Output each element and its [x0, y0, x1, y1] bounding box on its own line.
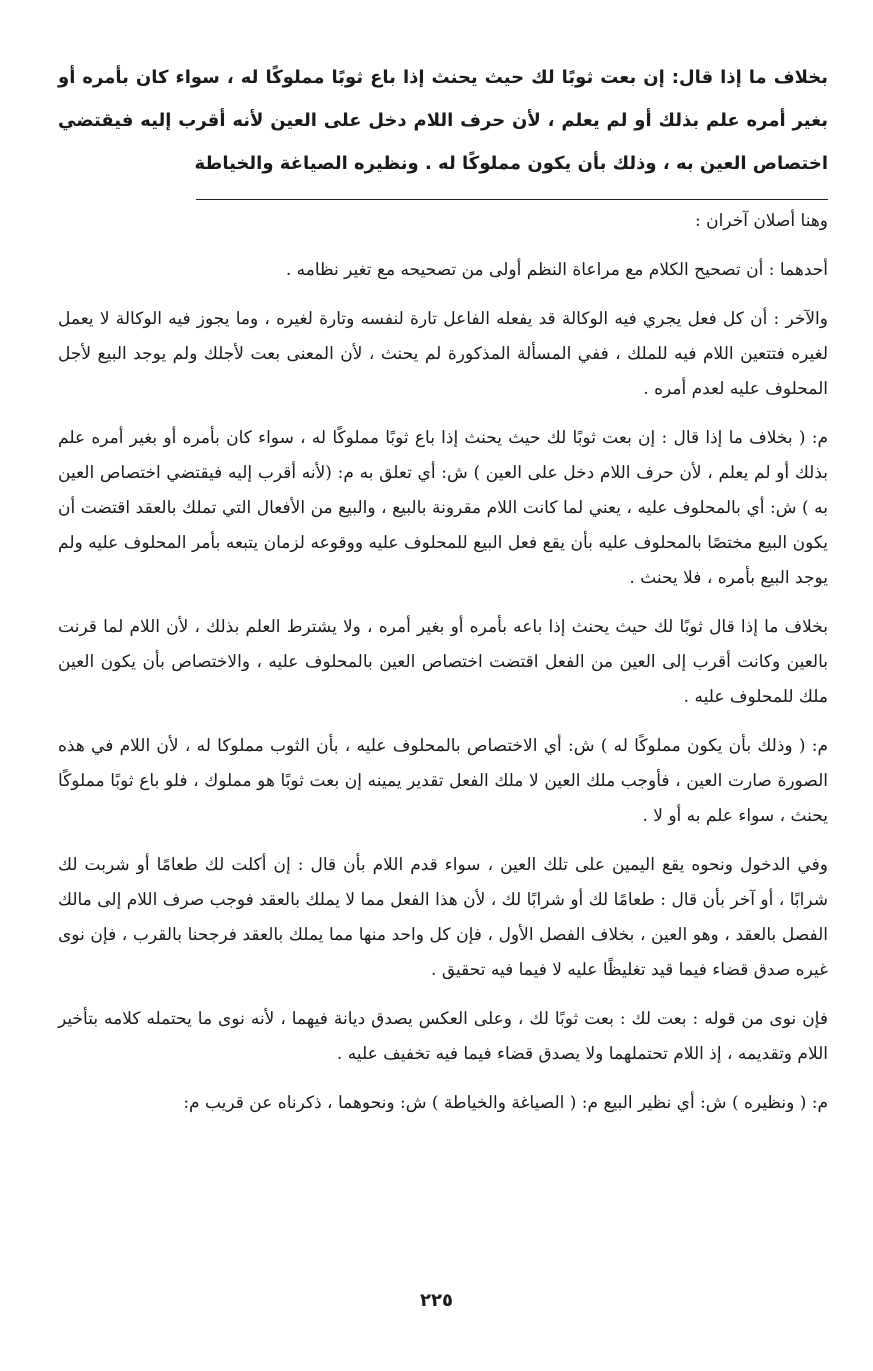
matn-text: بخلاف ما إذا قال: إن بعت ثوبًا لك حيث يحنث إذا باع ثوبًا مملوكًا له ، سواء كان بأمره أو بغير أمره علم بذلك أو لم يعلم ، لأن حرف اللام دخل على العين لأنه أقرب إليه فيقتضي اختصاص العين به ، وذلك بأن يكون مملوكًا له . ونظيره الصياغة والخياطة — [58, 67, 828, 174]
sharh-paragraph-6: م: ( وذلك بأن يكون مملوكًا له ) ش: أي الاختصاص بالمحلوف عليه ، بأن الثوب مملوكا له ، لأن اللام في هذه الصورة صارت العين ، فأوجب ملك العين لا ملك الفعل تقدير يمينه إن بعت ثوبًا هو مملوك ، فلو باع ثوبًا مملوكًا يحنث ، سواء علم به أو لا . — [58, 736, 828, 826]
sharh-paragraph-2: أحدهما : أن تصحيح الكلام مع مراعاة النظم أولى من تصحيحه مع تغير نظامه . — [285, 260, 828, 280]
page-number: ٢٢٥ — [420, 1290, 453, 1311]
sharh-paragraph-1: وهنا أصلان آخران : — [694, 211, 828, 231]
sharh-paragraph-7: وفي الدخول ونحوه يقع اليمين على تلك العين ، سواء قدم اللام بأن قال : إن أكلت لك طعامًا أو شربت لك شرابًا ، أو آخر بأن قال : طعامًا لك أو شرابًا لك ، لأن هذا الفعل مما لا يملك بالعقد فوجب صرف اللام إلى مالك الفصل بالعقد ، وهو العين ، بخلاف الفصل الأول ، فإن كل واحد منها مما يملك بالعقد فرجحنا بالقرب ، فإن نوى غيره صدق قضاء فيما قيد تغليظًا عليه لا فيما فيه تحقيق . — [58, 855, 828, 980]
sharh-paragraph-5: بخلاف ما إذا قال ثوبًا لك حيث يحنث إذا باعه بأمره أو بغير أمره ، ولا يشترط العلم بذلك ، لأن اللام لما قرنت بالعين وكانت أقرب إلى العين من الفعل اقتضت اختصاص العين بالمحلوف عليه ، والاختصاص بأن يكون العين ملك للمحلوف عليه . — [58, 617, 828, 707]
separator-rule — [196, 199, 828, 200]
sharh-paragraph-4: م: ( بخلاف ما إذا قال : إن بعت ثوبًا لك حيث يحنث إذا باع ثوبًا مملوكًا له ، سواء كان بأمره أو بغير أمره علم بذلك أو لم يعلم ، لأن حرف اللام دخل على العين ) ش: أي تعلق به م: (لأنه أقرب إليه فيقتضي اختصاص العين به ) ش: أي بالمحلوف عليه ، يعني لما كانت اللام مقرونة بالبيع ، والبيع من الأفعال التي تملك بالعقد اقتضت أن يكون البيع مختصًا بالمحلوف عليه بأن يقع فعل البيع للمحلوف عليه ووقوعه لزمان يتبعه بأمر المحلوف عليه ولم يوجد البيع بأمره ، فلا يحنث . — [58, 428, 829, 588]
sharh-paragraph-8: فإن نوى من قوله : بعت لك : بعت ثوبًا لك ، وعلى العكس يصدق ديانة فيهما ، لأنه نوى ما يحتمله كلامه بتأخير اللام وتقديمه ، إذ اللام تحتملهما ولا يصدق قضاء فيما فيه تخفيف عليه . — [58, 1009, 828, 1064]
separator-wrap — [58, 185, 828, 200]
sharh-paragraph-3: والآخر : أن كل فعل يجري فيه الوكالة قد يفعله الفاعل تارة لنفسه وتارة لغيره ، وما يجوز فيه الوكالة لا يعمل لغيره فتتعين اللام فيه للملك ، ففي المسألة المذكورة لم يحنث ، لأن المعنى بعت لأجلك ولم يوجد البيع لأجل المحلوف عليه لعدم أمره . — [58, 309, 828, 399]
sharh-paragraph-9: م: ( ونظيره ) ش: أي نظير البيع م: ( الصياغة والخياطة ) ش: ونحوهما ، ذكرناه عن قريب م: — [183, 1093, 828, 1113]
page-body — [58, 56, 828, 1121]
